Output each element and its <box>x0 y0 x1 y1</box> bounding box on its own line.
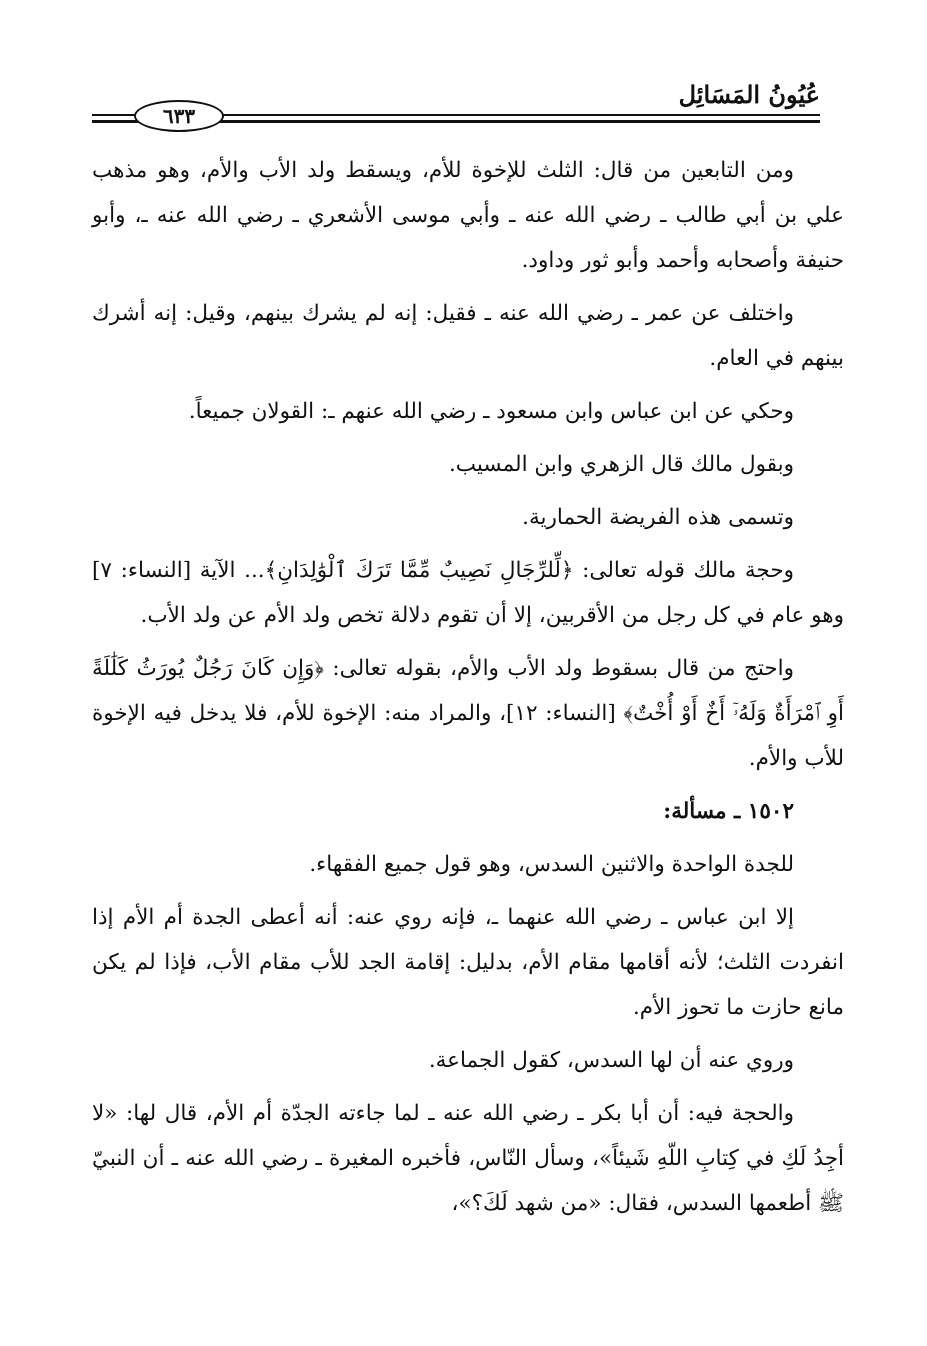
paragraph: والحجة فيه: أن أبا بكر ـ رضي الله عنه ـ لما جاءته الجدّة أم الأم، قال لها: «لا أجِدُ لَكِ في كِتابِ اللّهِ شَيئاً»، وسأل النّاس، فأخبره المغيرة ـ رضي الله عنه ـ أن النبيّ ﷺ أطعمها السدس، فقال: «من شهد لَكَ؟»، <box>92 1101 844 1216</box>
paragraph: واختلف عن عمر ـ رضي الله عنه ـ فقيل: إنه لم يشرك بينهم، وقيل: إنه أشرك بينهم في العام. <box>92 301 844 371</box>
paragraph: وحجة مالك قوله تعالى: ﴿لِّلرِّجَالِ نَصِيبٌ مِّمَّا تَرَكَ ٱلْوَٰلِدَانِ﴾... الآية [النساء: ٧] وهو عام في كل رجل من الأقربين، إلا أن تقوم دلالة تخص ولد الأم عن ولد الأب. <box>92 558 844 628</box>
paragraph: واحتج من قال بسقوط ولد الأب والأم، بقوله تعالى: ﴿وَإِن كَانَ رَجُلٌ يُورَثُ كَلَٰلَةً أَوِ ٱمْرَأَةٌ وَلَهُۥٓ أَخٌ أَوْ أُخْتٌ﴾ [النساء: ١٢]، والمراد منه: الإخوة للأم، فلا يدخل فيه الإخوة للأب والأم. <box>92 656 844 771</box>
paragraph: إلا ابن عباس ـ رضي الله عنهما ـ، فإنه روي عنه: أنه أعطى الجدة أم الأم إذا انفردت الثلث؛ لأنه أقامها مقام الأم، بدليل: إقامة الجد للأب مقام الأب، فإذا لم يكن مانع حازت ما تحوز الأم. <box>92 905 844 1020</box>
page-body <box>92 148 844 1234</box>
paragraph: وتسمى هذه الفريضة الحمارية. <box>522 505 794 530</box>
paragraph: للجدة الواحدة والاثنين السدس، وهو قول جميع الفقهاء. <box>309 852 794 877</box>
paragraph: وبقول مالك قال الزهري وابن المسيب. <box>448 452 794 477</box>
issue-heading: ١٥٠٢ ـ مسألة: <box>663 799 794 824</box>
paragraph: وحكي عن ابن عباس وابن مسعود ـ رضي الله عنهم ـ: القولان جميعاً. <box>188 399 794 424</box>
running-title: عُيُونُ المَسَائِل <box>678 80 820 109</box>
paragraph: وروي عنه أن لها السدس، كقول الجماعة. <box>428 1048 794 1073</box>
paragraph: ومن التابعين من قال: الثلث للإخوة للأم، ويسقط ولد الأب والأم، وهو مذهب علي بن أبي طالب ـ رضي الله عنه ـ وأبي موسى الأشعري ـ رضي الله عنه ـ، وأبو حنيفة وأصحابه وأحمد وأبو ثور وداود. <box>92 158 844 273</box>
page-header <box>92 80 820 126</box>
page-number: ٦٣٣ <box>134 100 224 132</box>
